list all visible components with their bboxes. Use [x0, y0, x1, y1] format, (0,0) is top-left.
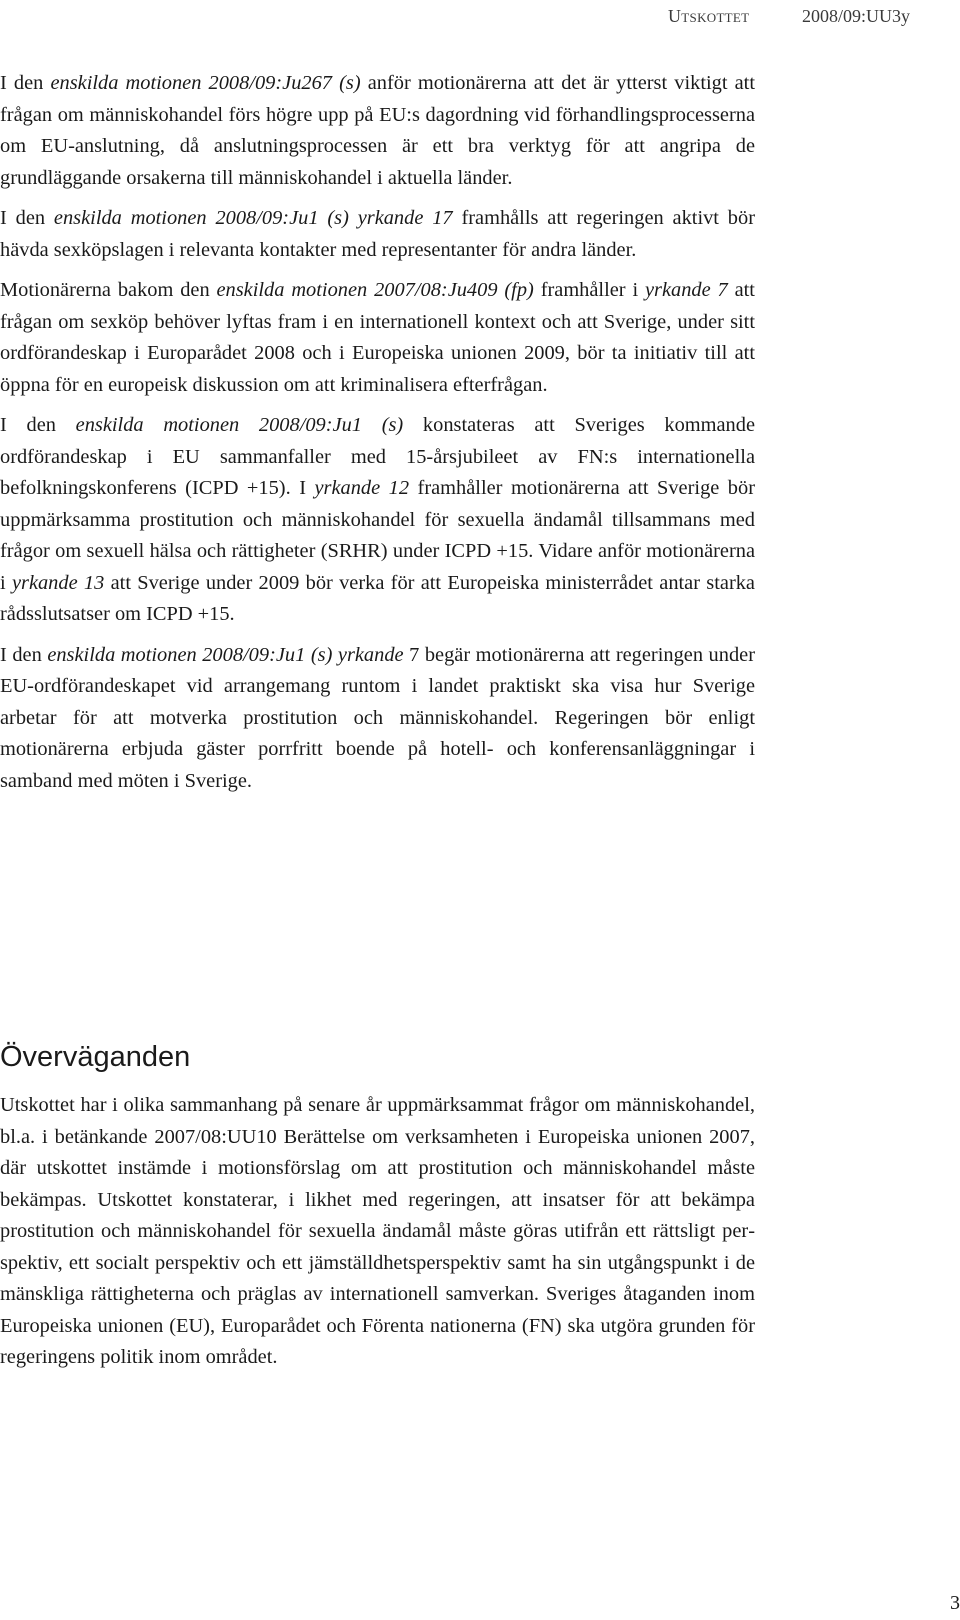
paragraph-text: I den: [0, 643, 48, 666]
paragraph-text: framhåller i: [533, 279, 645, 301]
paragraph-5: [0, 640, 755, 798]
paragraph-text: I den: [0, 72, 51, 94]
section-body: [0, 1090, 755, 1374]
page-number: 3: [950, 1592, 960, 1614]
paragraph-text: I den: [0, 207, 54, 229]
paragraph-text: anför motionärerna att det är ytterst viktigt att frågan om människohandel förs högre upp på EU:s dagordning vid förhandlingsprocesserna om EU-anslutning, då anslutningsprocessen är ett bra verktyg för att angripa de grundläggande orsakerna till människohandel i aktuella länder.: [0, 72, 756, 189]
section-heading: Överväganden: [0, 1041, 191, 1073]
motions-text: [0, 68, 755, 806]
reference-text: enskilda motionen 2008/09:Ju267 (s): [50, 72, 361, 94]
paragraph-1: [0, 68, 755, 194]
paragraph-text: konstateras att Sveriges kommande ordförandeskap i EU sammanfaller med 15-årsjubileet av FN:s internationella befolkningskonferens (ICPD +15). I: [0, 414, 755, 499]
reference-text: yrkande 13: [11, 571, 105, 594]
header-committee: Utskottet: [668, 6, 750, 26]
paragraph-text: framhålls att regeringen aktivt bör hävda sexköpslagen i relevanta kontakter med representanter för andra länder.: [0, 207, 755, 261]
paragraph-2: [0, 203, 755, 266]
paragraph-text: 7 begär motionärerna att regeringen under EU-ordförandeskapet vid arrangemang runtom i landet praktiskt ska visa hur Sverige arbetar för att motverka prostitution och människohandel. Regeringen bör enligt motionärerna erbjuda gäster porrfritt boende på hotell- och konferensanläggningar i samband med möten i Sverige.: [0, 643, 755, 792]
paragraph-3: [0, 275, 755, 401]
reference-text: enskilda motionen 2008/09:Ju1 (s): [75, 414, 404, 436]
paragraph-text: att frågan om sexköp behöver lyftas fram i en internationell kontext och att Sverige, under sitt ordförandeskap i Europarådet 2008 och i Europeiska unionen 2009, bör ta initiativ till att öppna för en europeisk diskussion om att kriminalisera efterfrågan.: [0, 279, 755, 396]
reference-text: yrkande 12: [314, 477, 410, 499]
running-header: [0, 6, 960, 32]
section-paragraph: Utskottet har i olika sammanhang på senare år uppmärksammat frågor om människohandel, bl.a. i betänkande 2007/08:UU10 Berättelse om verksamheten i Europeiska unionen 2007, där utskottet instämde i motionsförslag om att prostitution och människohandel måste bekämpas. Utskottet konstaterar, i likhet med regeringen, att insatser för att bekämpa prostitution och människohandel för sexuella ändamål måste göras utifrån ett rättsligt perspektiv, ett socialt perspektiv och ett jämställdhetsperspektiv samt ha sin utgångspunkt i de mänskliga rättigheterna och präglas av internationell samverkan. Sveriges åtaganden inom Europeiska unionen (EU), Europarådet och Förenta nationerna (FN) ska utgöra grunden för regeringens politik inom området.: [0, 1094, 755, 1368]
reference-text: enskilda motionen 2007/08:Ju409 (fp): [216, 279, 534, 301]
paragraph-text: framhåller motionärerna att Sverige bör uppmärksamma prostitution och människohandel för sexuella ändamål tillsammans med frågor om sexuell hälsa och rättigheter (SRHR) under ICPD +15. Vidare anför motionärerna i: [0, 477, 755, 594]
reference-text: enskilda motionen 2008/09:Ju1 (s) yrkande: [47, 643, 404, 666]
paragraph-text: I den: [0, 414, 76, 436]
paragraph-4: [0, 410, 755, 631]
header-doc-ref: 2008/09:UU3y: [802, 6, 910, 26]
reference-text: yrkande 7: [645, 279, 728, 301]
paragraph-text: att Sverige under 2009 bör verka för att Europeiska ministerrådet antar starka rådsslutsatser om ICPD +15.: [0, 571, 755, 625]
reference-text: enskilda motionen 2008/09:Ju1 (s) yrkande 17: [53, 207, 453, 229]
paragraph-text: Motionärerna bakom den: [0, 279, 217, 301]
